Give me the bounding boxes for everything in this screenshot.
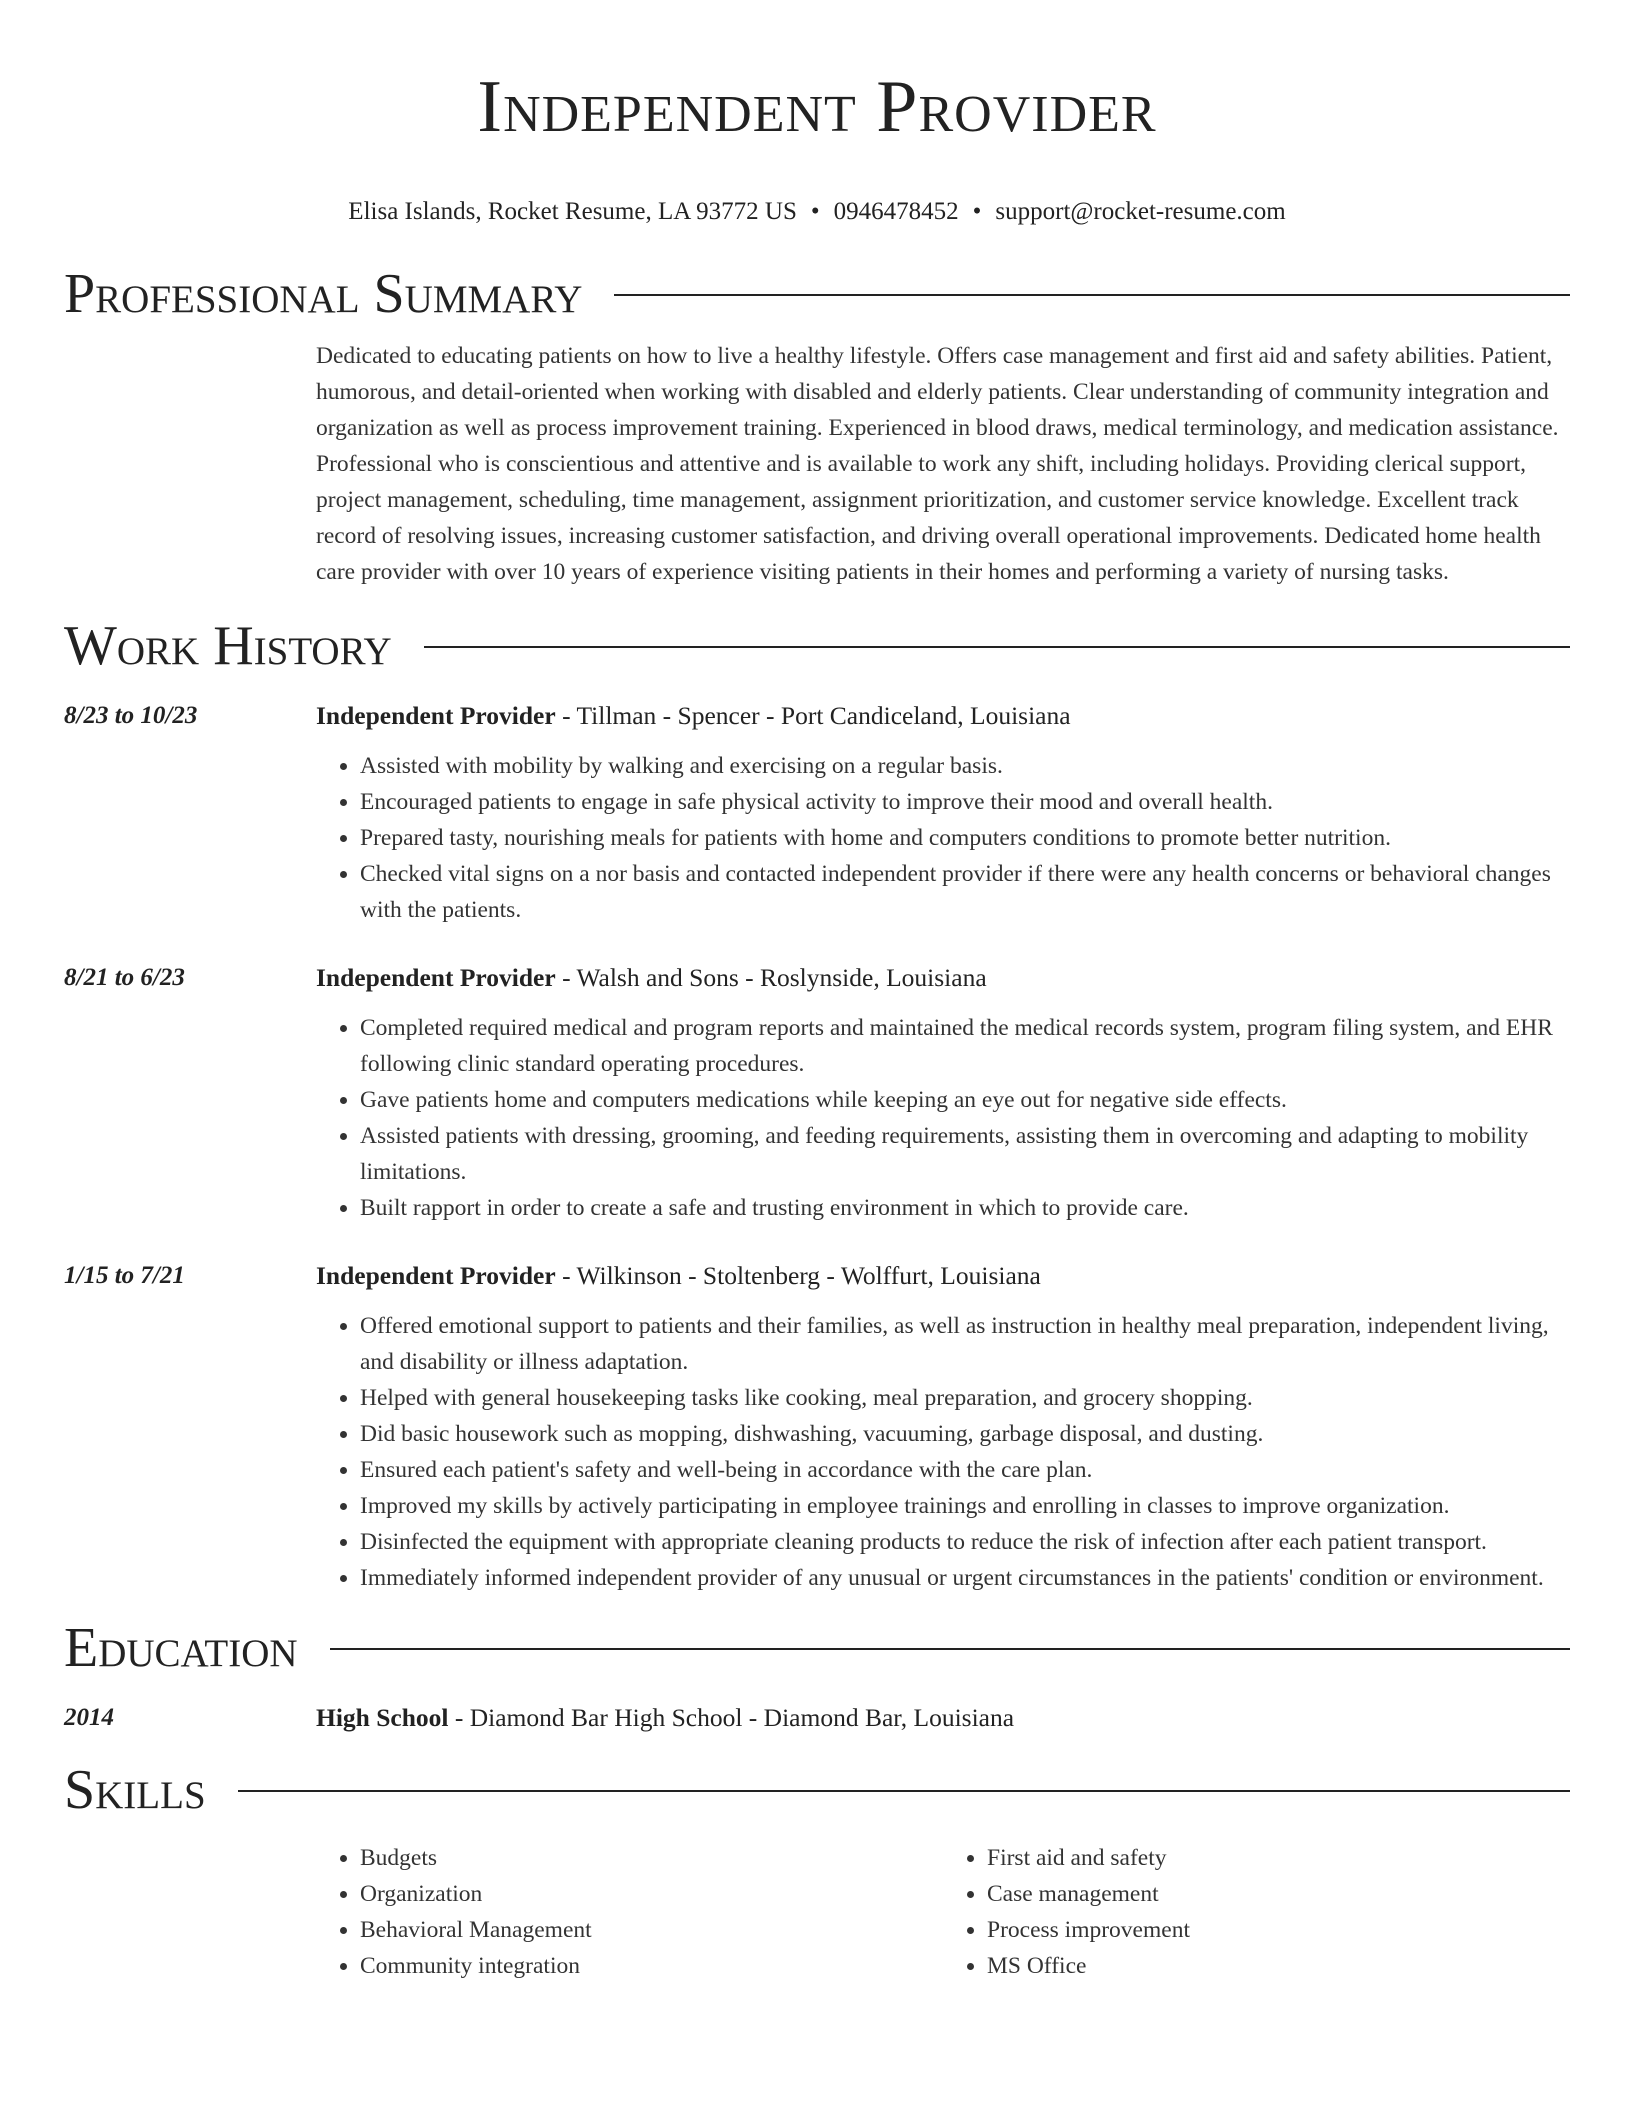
list-item: • Checked vital signs on a nor basis and contacted independent provider if there were any health concerns or behavioral changes with the patients. (360, 856, 1570, 928)
job-bullets (316, 748, 1570, 928)
list-item: • Prepared tasty, nourishing meals for patients with home and computers conditions to promote better nutrition. (360, 820, 1570, 856)
job-dates: 8/23 to 10/23 (64, 702, 198, 729)
section-divider (238, 1790, 1570, 1792)
education-degree: High School (316, 1703, 449, 1732)
contact-phone: 0946478452 (833, 198, 959, 225)
job-role: Independent Provider (316, 1261, 556, 1290)
skill-item: • Budgets (360, 1840, 943, 1876)
job-body (316, 1256, 1570, 1596)
list-item: • Completed required medical and program reports and maintained the medical records system, program filing system, and EHR following clinic standard operating procedures. (360, 1010, 1570, 1082)
job-bullets (316, 1010, 1570, 1226)
education-section-title: Education (64, 1617, 298, 1679)
skill-item: • First aid and safety (987, 1840, 1570, 1876)
job-dates: 1/15 to 7/21 (64, 1262, 185, 1289)
contact-address: Elisa Islands, Rocket Resume, LA 93772 US (348, 198, 797, 225)
list-item: • Did basic housework such as mopping, dishwashing, vacuuming, garbage disposal, and dusting. (360, 1416, 1570, 1452)
job-body (316, 696, 1570, 928)
list-item: • Built rapport in order to create a safe and trusting environment in which to provide care. (360, 1190, 1570, 1226)
candidate-name: Independent Provider (477, 66, 1157, 148)
summary-section-header (64, 262, 1570, 326)
job-heading (316, 1256, 1570, 1296)
job-heading (316, 958, 1570, 998)
skill-item: • Behavioral Management (360, 1912, 943, 1948)
skill-item: • Case management (987, 1876, 1570, 1912)
job-bullets (316, 1308, 1570, 1596)
education-year: 2014 (64, 1704, 114, 1731)
contact-email: support@rocket-resume.com (995, 198, 1286, 225)
section-divider (330, 1648, 1570, 1650)
list-item: • Improved my skills by actively participating in employee trainings and enrolling in classes to improve organization. (360, 1488, 1570, 1524)
education-body (316, 1698, 1570, 1738)
education-heading (316, 1698, 1570, 1738)
list-item: • Disinfected the equipment with appropriate cleaning products to reduce the risk of infection after each patient transport. (360, 1524, 1570, 1560)
job-entry (64, 958, 1570, 1226)
job-dates: 8/21 to 6/23 (64, 964, 185, 991)
job-employer: - Tillman - Spencer - Port Candiceland, Louisiana (555, 701, 1071, 730)
education-school: - Diamond Bar High School - Diamond Bar, Louisiana (448, 1703, 1015, 1732)
job-employer: - Wilkinson - Stoltenberg - Wolffurt, Louisiana (555, 1261, 1041, 1290)
list-item: • Helped with general housekeeping tasks like cooking, meal preparation, and grocery shopping. (360, 1380, 1570, 1416)
job-entry (64, 696, 1570, 928)
list-item: • Immediately informed independent provider of any unusual or urgent circumstances in the patients' condition or environment. (360, 1560, 1570, 1596)
skills-section-title: Skills (64, 1759, 206, 1821)
job-employer: - Walsh and Sons - Roslynside, Louisiana (555, 963, 987, 992)
skills-column-left (316, 1840, 943, 1984)
education-section-header (64, 1616, 1570, 1680)
work-section-header (64, 614, 1570, 678)
contact-line (64, 196, 1570, 228)
job-role: Independent Provider (316, 963, 556, 992)
work-section-title: Work History (64, 615, 392, 677)
contact-separator: • (810, 198, 820, 225)
summary-section-title: Professional Summary (64, 263, 583, 325)
job-body (316, 958, 1570, 1226)
list-item: • Offered emotional support to patients and their families, as well as instruction in healthy meal preparation, independent living, and disability or illness adaptation. (360, 1308, 1570, 1380)
skills-section-header (64, 1758, 1570, 1822)
skills-grid (316, 1840, 1570, 1984)
list-item: • Ensured each patient's safety and well-being in accordance with the care plan. (360, 1452, 1570, 1488)
list-item: • Assisted patients with dressing, grooming, and feeding requirements, assisting them in overcoming and adapting to mobility limitations. (360, 1118, 1570, 1190)
job-heading (316, 696, 1570, 736)
list-item: • Encouraged patients to engage in safe physical activity to improve their mood and overall health. (360, 784, 1570, 820)
skill-item: • MS Office (987, 1948, 1570, 1984)
skill-item: • Organization (360, 1876, 943, 1912)
contact-separator: • (972, 198, 982, 225)
section-divider (614, 294, 1570, 296)
list-item: • Gave patients home and computers medications while keeping an eye out for negative side effects. (360, 1082, 1570, 1118)
list-item: • Assisted with mobility by walking and exercising on a regular basis. (360, 748, 1570, 784)
job-role: Independent Provider (316, 701, 556, 730)
education-entry (64, 1698, 1570, 1738)
job-entry (64, 1256, 1570, 1596)
section-divider (424, 646, 1570, 648)
summary-text: Dedicated to educating patients on how to live a healthy lifestyle. Offers case management and first aid and safety abilities. Patient, humorous, and detail-oriented when working with disabled and elderly patients. Clear understanding of community integration and organization as well as process improvement training. Experienced in blood draws, medical terminology, and medication assistance. Professional who is conscientious and attentive and is available to work any shift, including holidays. Providing clerical support, project management, scheduling, time management, assignment prioritization, and customer service knowledge. Excellent track record of resolving issues, increasing customer satisfaction, and driving overall operational improvements. Dedicated home health care provider with over 10 years of experience visiting patients in their homes and performing a variety of nursing tasks. (316, 343, 1559, 585)
skill-item: • Community integration (360, 1948, 943, 1984)
skill-item: • Process improvement (987, 1912, 1570, 1948)
skills-column-right (943, 1840, 1570, 1984)
